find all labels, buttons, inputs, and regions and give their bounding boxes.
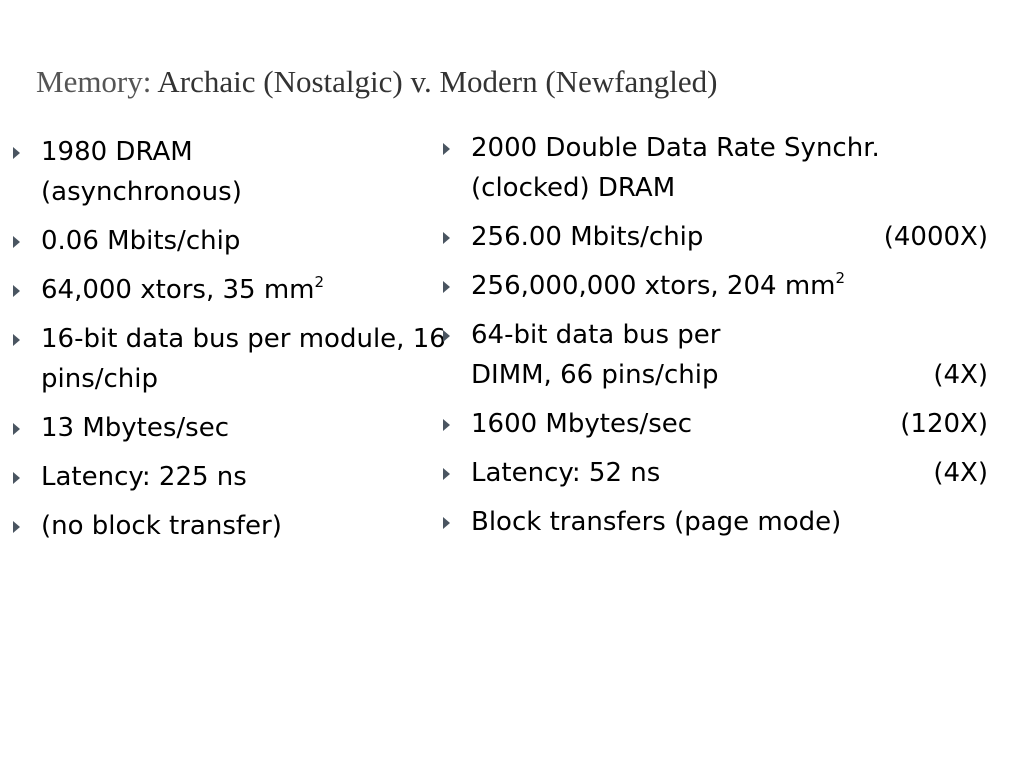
list-item (10, 506, 450, 546)
bullet-arrow-icon (443, 143, 450, 155)
list-item (440, 453, 988, 493)
bullet-arrow-icon (13, 236, 20, 248)
item-text: 64,000 xtors, 35 mm (41, 275, 315, 305)
list-item (10, 270, 450, 310)
bullet-arrow-icon (443, 517, 450, 529)
bullet-arrow-icon (13, 334, 20, 346)
item-line: (clocked) DRAM (471, 173, 676, 203)
improvement-ratio: (4X) (933, 360, 988, 390)
bullet-arrow-icon (443, 232, 450, 244)
item-line: pins/chip (41, 364, 159, 394)
superscript: 2 (835, 269, 846, 287)
bullet-arrow-icon (13, 285, 20, 297)
item-line: 64-bit data bus per (471, 320, 721, 350)
item-text: 256.00 Mbits/chip (471, 222, 704, 252)
list-item (10, 221, 450, 261)
item-line: 16-bit data bus per module, 16 (41, 324, 446, 354)
list-item (10, 319, 450, 399)
item-text: (no block transfer) (41, 511, 282, 541)
item-text: Latency: 225 ns (41, 462, 247, 492)
bullet-arrow-icon (443, 419, 450, 431)
item-text: Latency: 52 ns (471, 458, 661, 488)
item-line: 2000 Double Data Rate Synchr. (471, 133, 880, 163)
slide-title (36, 64, 718, 100)
list-item (10, 132, 450, 212)
right-column-list (440, 128, 988, 551)
item-text: 0.06 Mbits/chip (41, 226, 241, 256)
list-item (440, 315, 988, 395)
bullet-arrow-icon (13, 423, 20, 435)
bullet-arrow-icon (443, 468, 450, 480)
item-line: DIMM, 66 pins/chip (471, 360, 719, 390)
list-item (10, 408, 450, 448)
bullet-arrow-icon (443, 330, 450, 342)
item-text: Block transfers (page mode) (471, 507, 842, 537)
bullet-arrow-icon (443, 281, 450, 293)
slide-title-prefix: Memory: (36, 64, 152, 99)
list-item (10, 457, 450, 497)
left-column-list (10, 132, 450, 555)
item-text: 13 Mbytes/sec (41, 413, 230, 443)
improvement-ratio: (4X) (933, 458, 988, 488)
item-text: 1600 Mbytes/sec (471, 409, 693, 439)
bullet-arrow-icon (13, 472, 20, 484)
list-item (440, 266, 988, 306)
list-item (440, 502, 988, 542)
item-line: 1980 DRAM (41, 137, 193, 167)
superscript: 2 (314, 273, 325, 291)
improvement-ratio: (4000X) (883, 222, 988, 252)
item-line: (asynchronous) (41, 177, 242, 207)
list-item (440, 128, 988, 208)
list-item (440, 404, 988, 444)
improvement-ratio: (120X) (900, 409, 988, 439)
bullet-arrow-icon (13, 521, 20, 533)
bullet-arrow-icon (13, 147, 20, 159)
list-item (440, 217, 988, 257)
slide-title-main: Archaic (Nostalgic) v. Modern (Newfangled) (157, 64, 718, 99)
item-text: 256,000,000 xtors, 204 mm (471, 271, 836, 301)
